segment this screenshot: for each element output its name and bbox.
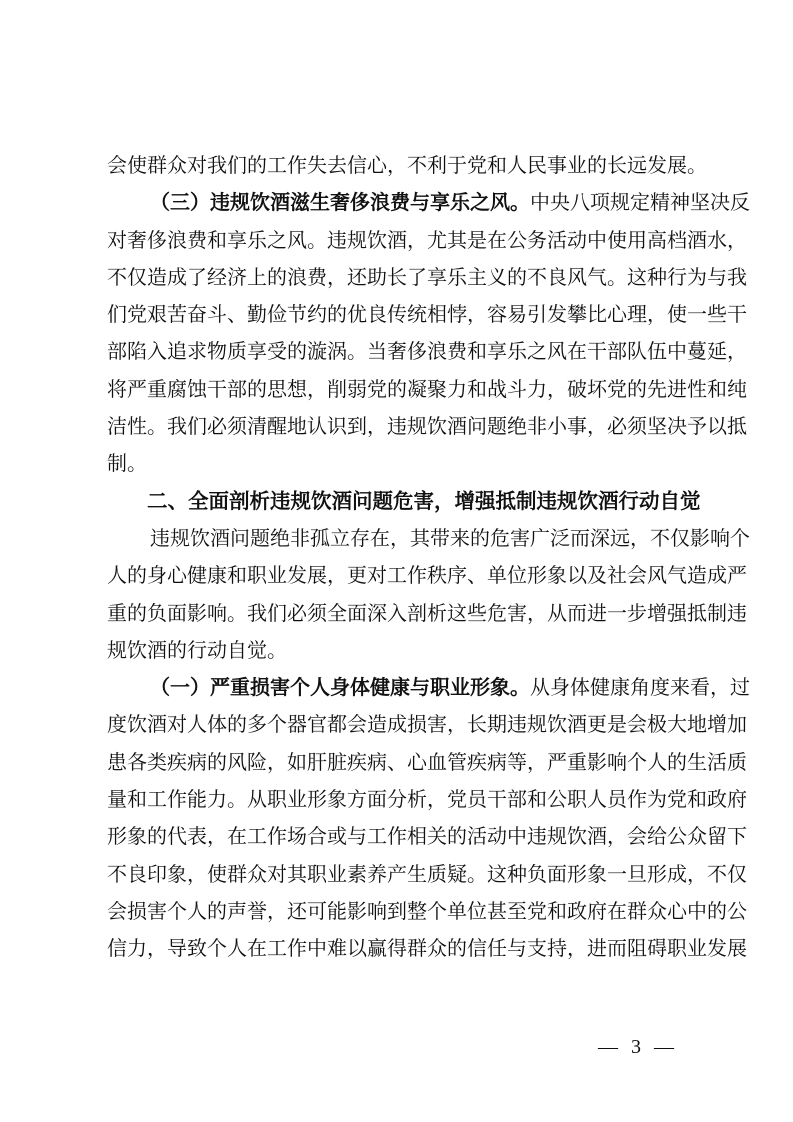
text-line (107, 296, 747, 333)
line-text: 会损害个人的声誉，还可能影响到整个单位甚至党和政府在群众心中的公 (107, 898, 747, 923)
line-text: 不仅造成了经济上的浪费，还助长了享乐主义的不良风气。这种行为与我 (107, 264, 747, 289)
text-line (107, 147, 707, 184)
text-line (107, 818, 747, 855)
text-line (107, 445, 690, 482)
text-line (107, 371, 747, 408)
text-line (107, 744, 747, 781)
text-line (107, 632, 690, 669)
text-line (107, 893, 747, 930)
line-text: 将严重腐蚀干部的思想，削弱党的凝聚力和战斗力，破坏党的先进性和纯 (107, 376, 747, 401)
line-text: 不良印象，使群众对其职业素养产生质疑。这种负面形象一旦形成，不仅 (107, 861, 747, 886)
line-text: 形象的代表，在工作场合或与工作相关的活动中违规饮酒，会给公众留下 (107, 824, 747, 849)
line-text: 信力，导致个人在工作中难以赢得群众的信任与支持，进而阻碍职业发展 (107, 936, 747, 961)
text-line (107, 595, 747, 632)
text-line (107, 333, 747, 370)
line-text: 规饮酒的行动自觉。 (107, 637, 287, 662)
line-text: 违规饮酒问题绝非孤立存在，其带来的危害广泛而深远，不仅影响个 (150, 525, 750, 550)
line-text: 部陷入追求物质享受的漩涡。当奢侈浪费和享乐之风在干部队伍中蔓延， (107, 339, 747, 364)
line-text: 会使群众对我们的工作失去信心，不利于党和人民事业的长远发展。 (107, 153, 707, 177)
line-text: 中央八项规定精神坚决反 (530, 190, 750, 215)
section-heading: 二、全面剖析违规饮酒问题危害，增强抵制违规饮酒行动自觉 (147, 488, 701, 513)
document-body (107, 147, 750, 968)
line-text: 人的身心健康和职业发展，更对工作秩序、单位形象以及社会风气造成严 (107, 563, 747, 588)
text-line (107, 856, 747, 893)
text-line (107, 259, 747, 296)
text-line (107, 408, 747, 445)
line-text: 制。 (107, 451, 147, 476)
line-text: 患各类疾病的风险，如肝脏疾病、心血管疾病等，严重影响个人的生活质 (107, 749, 747, 774)
line-text: 们党艰苦奋斗、勤俭节约的优良传统相悖，容易引发攀比心理，使一些干 (107, 302, 747, 327)
page-number: — 3 — (598, 1036, 678, 1058)
line-text: 量和工作能力。从职业形象方面分析，党员干部和公职人员作为党和政府 (107, 787, 747, 812)
subsection-title: （三）违规饮酒滋生奢侈浪费与享乐之风。 (150, 190, 530, 215)
line-text: 对奢侈浪费和享乐之风。违规饮酒，尤其是在公务活动中使用高档酒水， (107, 227, 747, 252)
text-line (107, 781, 747, 818)
subsection-title: （一）严重损害个人身体健康与职业形象。 (150, 675, 530, 700)
text-line (107, 930, 747, 967)
text-line (107, 557, 747, 594)
line-text: 从身体健康角度来看，过 (530, 675, 750, 700)
text-line (107, 706, 747, 743)
line-text: 洁性。我们必须清醒地认识到，违规饮酒问题绝非小事，必须坚决予以抵 (107, 414, 747, 439)
line-text: 度饮酒对人体的多个器官都会造成损害，长期违规饮酒更是会极大地增加 (107, 712, 747, 737)
text-line (107, 222, 747, 259)
text-line (107, 520, 750, 557)
line-text: 重的负面影响。我们必须全面深入剖析这些危害，从而进一步增强抵制违 (107, 600, 747, 625)
text-line (107, 669, 750, 706)
text-line (107, 184, 750, 221)
